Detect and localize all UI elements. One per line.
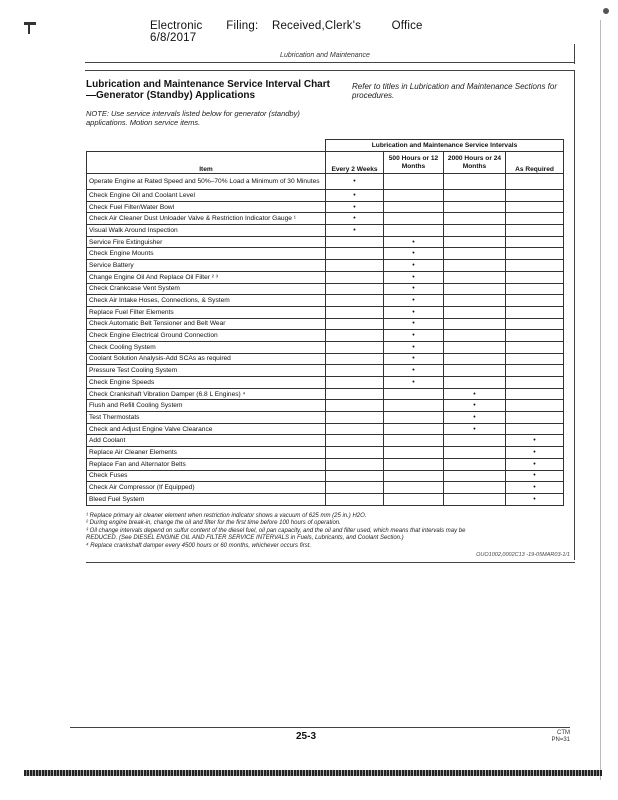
interval-mark	[326, 318, 384, 330]
stamp-filing: Filing:	[226, 20, 259, 32]
service-item: Check Engine Oil and Coolant Level	[87, 190, 326, 202]
corner-code-line: PN=31	[551, 737, 570, 743]
interval-mark	[326, 423, 384, 435]
interval-mark	[384, 493, 444, 505]
table-row	[87, 201, 564, 213]
interval-mark	[384, 412, 444, 424]
table-row	[87, 236, 564, 248]
footnote: ⁴ Replace crankshaft damper every 4500 hours or 60 months, whichever occurs first.	[86, 542, 312, 549]
table-row	[87, 400, 564, 412]
service-item: Check Fuses	[87, 470, 326, 482]
interval-mark	[326, 458, 384, 470]
interval-mark	[326, 353, 384, 365]
footnote: ² During engine break-in, change the oil and filter for the first time before 100 hours of operation.	[86, 520, 341, 527]
page-edge	[600, 20, 601, 780]
service-item: Service Fire Extinguisher	[87, 236, 326, 248]
interval-mark	[506, 306, 564, 318]
interval-mark: •	[326, 174, 384, 190]
page-title: Lubrication and Maintenance Service Interval Chart—Generator (Standby) Applications	[86, 79, 330, 101]
interval-mark: •	[384, 271, 444, 283]
interval-mark	[506, 201, 564, 213]
interval-mark: •	[384, 260, 444, 272]
interval-mark: •	[384, 318, 444, 330]
interval-mark	[506, 388, 564, 400]
interval-mark	[506, 377, 564, 389]
interval-mark: •	[444, 388, 506, 400]
reference-code: OUO1002,0002C13 -19-05MAR03-1/1	[476, 552, 570, 558]
interval-mark	[506, 225, 564, 237]
interval-mark	[444, 225, 506, 237]
interval-mark	[326, 271, 384, 283]
interval-mark	[384, 400, 444, 412]
col-header-every-2-weeks: Every 2 Weeks	[326, 152, 384, 174]
interval-mark	[444, 201, 506, 213]
footnote: ¹ Replace primary air cleaner element when restriction indicator shows a vacuum of 625 mm (25 in.) H2O.	[86, 513, 367, 519]
scan-mark	[28, 24, 30, 34]
service-item: Check Cooling System	[87, 341, 326, 353]
interval-mark	[444, 248, 506, 260]
table-row	[87, 341, 564, 353]
interval-mark	[326, 365, 384, 377]
interval-mark	[506, 283, 564, 295]
service-item: Replace Fuel Filter Elements	[87, 306, 326, 318]
service-item: Bleed Fuel System	[87, 493, 326, 505]
efiling-stamp	[150, 20, 470, 44]
corner-code	[540, 730, 570, 744]
interval-mark	[444, 318, 506, 330]
interval-mark	[384, 190, 444, 202]
interval-mark	[444, 353, 506, 365]
service-item: Change Engine Oil And Replace Oil Filter ² ³	[87, 271, 326, 283]
interval-mark: •	[506, 493, 564, 505]
frame-right	[574, 70, 575, 560]
service-item: Check Automatic Belt Tensioner and Belt Wear	[87, 318, 326, 330]
interval-mark	[326, 295, 384, 307]
interval-mark	[506, 341, 564, 353]
bottom-rule	[86, 562, 575, 563]
interval-mark	[444, 190, 506, 202]
footnotes	[86, 513, 566, 550]
footnote: REDUCED. (See DIESEL ENGINE OIL AND FILTER SERVICE INTERVALS in Fuels, Lubricants, and Coolant Section.)	[86, 535, 404, 542]
service-item: Check Crankshaft Vibration Damper (6.8 L Engines) ⁴	[87, 388, 326, 400]
interval-mark: •	[444, 400, 506, 412]
footnote: ³ Oil change intervals depend on sulfur content of the diesel fuel, oil pan capacity, and the oil and filter used, which means that intervals may be	[86, 527, 466, 534]
interval-mark: •	[506, 482, 564, 494]
interval-mark	[444, 295, 506, 307]
interval-mark	[506, 260, 564, 272]
interval-mark: •	[384, 330, 444, 342]
service-item: Check Fuel Filter/Water Bowl	[87, 201, 326, 213]
interval-mark	[326, 482, 384, 494]
interval-mark: •	[326, 225, 384, 237]
scan-mark	[24, 22, 36, 25]
table-row	[87, 470, 564, 482]
interval-mark	[384, 225, 444, 237]
interval-mark	[506, 353, 564, 365]
interval-mark: •	[326, 201, 384, 213]
col-header-as-required: As Required	[506, 152, 564, 174]
table-row	[87, 306, 564, 318]
section-rule	[85, 70, 575, 71]
interval-mark: •	[384, 377, 444, 389]
interval-mark	[506, 400, 564, 412]
column-header-row	[87, 152, 564, 174]
interval-mark	[326, 330, 384, 342]
page-number: 25-3	[296, 731, 317, 742]
service-item: Flush and Refill Cooling System	[87, 400, 326, 412]
interval-mark: •	[384, 365, 444, 377]
service-interval-table	[86, 139, 564, 506]
interval-mark	[444, 493, 506, 505]
service-item: Check Engine Mounts	[87, 248, 326, 260]
interval-mark: •	[444, 412, 506, 424]
service-item: Pressure Test Cooling System	[87, 365, 326, 377]
service-item: Service Battery	[87, 260, 326, 272]
interval-mark	[326, 400, 384, 412]
table-row	[87, 295, 564, 307]
interval-mark	[384, 447, 444, 459]
note-text: NOTE: Use service intervals listed below for generator (standby) applications. Motion service items.	[86, 109, 300, 127]
interval-mark	[506, 412, 564, 424]
table-row	[87, 330, 564, 342]
interval-mark: •	[384, 353, 444, 365]
interval-mark: •	[384, 341, 444, 353]
interval-mark: •	[444, 423, 506, 435]
table-row	[87, 377, 564, 389]
interval-mark	[384, 213, 444, 225]
table-row	[87, 213, 564, 225]
interval-mark	[506, 318, 564, 330]
interval-mark: •	[506, 435, 564, 447]
interval-mark	[444, 341, 506, 353]
interval-mark	[326, 248, 384, 260]
interval-mark	[326, 377, 384, 389]
interval-mark	[444, 260, 506, 272]
interval-mark: •	[506, 447, 564, 459]
interval-mark	[506, 330, 564, 342]
stamp-date: 6/8/2017	[150, 32, 197, 44]
table-row	[87, 423, 564, 435]
table-row	[87, 248, 564, 260]
service-item: Check Engine Speeds	[87, 377, 326, 389]
service-item: Check Air Cleaner Dust Unloader Valve & Restriction Indicator Gauge ¹	[87, 213, 326, 225]
corner-code-line: CTM	[557, 730, 570, 736]
table-row	[87, 318, 564, 330]
service-item: Check Air Compressor (If Equipped)	[87, 482, 326, 494]
interval-mark	[506, 365, 564, 377]
interval-mark	[444, 470, 506, 482]
interval-mark: •	[326, 213, 384, 225]
table-row	[87, 225, 564, 237]
section-rule	[85, 62, 575, 63]
service-item: Replace Air Cleaner Elements	[87, 447, 326, 459]
interval-mark	[444, 447, 506, 459]
interval-mark	[326, 236, 384, 248]
interval-mark	[326, 306, 384, 318]
interval-mark	[444, 283, 506, 295]
interval-mark	[326, 493, 384, 505]
interval-mark	[384, 458, 444, 470]
interval-mark	[506, 174, 564, 190]
service-item: Check Air Intake Hoses, Connections, & System	[87, 295, 326, 307]
table-row	[87, 493, 564, 505]
interval-mark	[506, 190, 564, 202]
interval-mark	[506, 236, 564, 248]
interval-mark	[384, 470, 444, 482]
service-item: Replace Fan and Alternator Belts	[87, 458, 326, 470]
interval-mark	[444, 330, 506, 342]
interval-mark: •	[384, 236, 444, 248]
interval-mark	[384, 174, 444, 190]
interval-mark	[444, 213, 506, 225]
interval-mark	[384, 435, 444, 447]
table-row	[87, 447, 564, 459]
footer-rule	[70, 727, 570, 728]
interval-mark	[444, 271, 506, 283]
col-header-2000-hours: 2000 Hours or 24 Months	[444, 152, 506, 174]
interval-mark	[506, 271, 564, 283]
stamp-received: Received,Clerk's	[271, 20, 362, 32]
interval-mark	[326, 388, 384, 400]
table-row	[87, 190, 564, 202]
interval-mark	[326, 447, 384, 459]
interval-mark	[384, 423, 444, 435]
interval-mark: •	[384, 295, 444, 307]
interval-mark	[326, 470, 384, 482]
table-row	[87, 412, 564, 424]
service-item: Check Crankcase Vent System	[87, 283, 326, 295]
service-item: Operate Engine at Rated Speed and 50%–70% Load a Minimum of 30 Minutes	[87, 174, 326, 190]
section-rule-tick	[574, 44, 575, 64]
interval-mark	[384, 201, 444, 213]
interval-mark	[326, 412, 384, 424]
interval-mark: •	[384, 248, 444, 260]
scan-mark	[603, 8, 609, 14]
interval-mark	[506, 248, 564, 260]
interval-mark	[326, 341, 384, 353]
interval-mark	[444, 306, 506, 318]
stamp-electronic: Electronic	[150, 20, 203, 32]
service-item: Test Thermostats	[87, 412, 326, 424]
interval-mark	[444, 458, 506, 470]
section-header: Lubrication and Maintenance	[280, 52, 370, 59]
interval-mark: •	[506, 458, 564, 470]
service-item: Add Coolant	[87, 435, 326, 447]
service-item: Check Engine Electrical Ground Connection	[87, 330, 326, 342]
table-row	[87, 260, 564, 272]
interval-mark	[326, 260, 384, 272]
interval-mark	[506, 423, 564, 435]
table-row	[87, 271, 564, 283]
col-header-500-hours: 500 Hours or 12 Months	[384, 152, 444, 174]
intervals-group-header: Lubrication and Maintenance Service Intervals	[326, 140, 564, 152]
table-row	[87, 482, 564, 494]
table-row	[87, 174, 564, 190]
interval-mark: •	[326, 190, 384, 202]
interval-mark	[444, 174, 506, 190]
interval-mark	[444, 435, 506, 447]
interval-mark	[326, 435, 384, 447]
table-row	[87, 353, 564, 365]
interval-mark: •	[384, 306, 444, 318]
table-corner-blank	[87, 140, 326, 152]
side-note: Refer to titles in Lubrication and Maintenance Sections for procedures.	[352, 82, 558, 100]
interval-mark	[444, 365, 506, 377]
table-row	[87, 388, 564, 400]
service-item: Visual Walk Around Inspection	[87, 225, 326, 237]
interval-mark	[384, 482, 444, 494]
interval-mark	[444, 482, 506, 494]
table-row	[87, 283, 564, 295]
table-row	[87, 435, 564, 447]
interval-mark	[444, 236, 506, 248]
stamp-office: Office	[391, 20, 423, 32]
table-row	[87, 365, 564, 377]
scan-bottom-edge	[24, 770, 602, 776]
interval-mark	[506, 213, 564, 225]
interval-mark	[326, 283, 384, 295]
interval-mark	[384, 388, 444, 400]
service-item: Coolant Solution Analysis-Add SCAs as required	[87, 353, 326, 365]
interval-mark	[506, 295, 564, 307]
table-row	[87, 458, 564, 470]
service-item: Check and Adjust Engine Valve Clearance	[87, 423, 326, 435]
interval-mark	[444, 377, 506, 389]
interval-mark: •	[506, 470, 564, 482]
col-header-item: Item	[87, 152, 326, 174]
interval-mark: •	[384, 283, 444, 295]
